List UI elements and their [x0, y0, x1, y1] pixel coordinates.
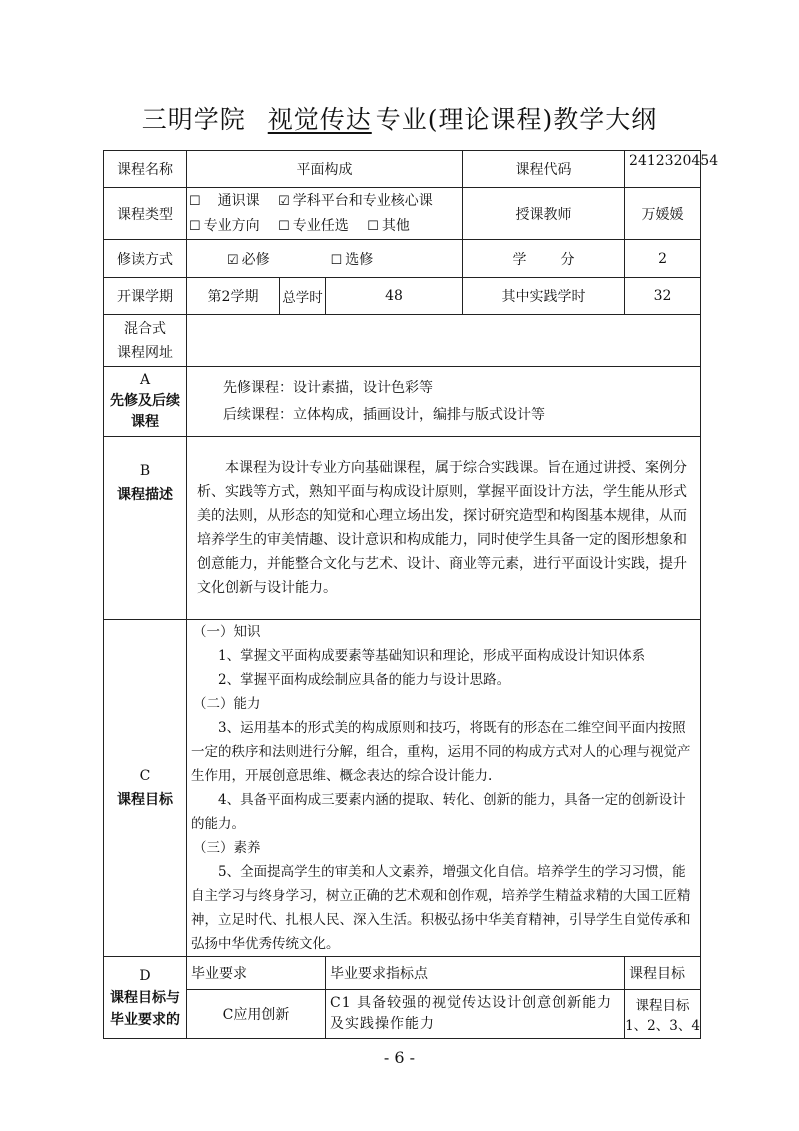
goal-heading-ability: （二）能力 [193, 696, 261, 712]
goal-heading-literacy: （三）素养 [193, 840, 261, 856]
title-suffix: 专业(理论课程)教学大纲 [375, 105, 658, 134]
col-course-goal: 课程目标 [625, 957, 701, 990]
course-name-value: 平面构成 [187, 151, 463, 188]
row-course-type [104, 188, 701, 240]
credit-label: 学 分 [463, 240, 625, 278]
section-a-heading: A 先修及后续 课程 [104, 367, 187, 437]
course-type-label: 课程类型 [104, 188, 187, 240]
hours-label: 总学时 [280, 278, 326, 315]
type-option-core: 学科平台和专业核心课 [292, 192, 433, 209]
col-graduation-requirement: 毕业要求 [187, 957, 326, 990]
semester-value: 第2学期 [187, 278, 280, 315]
row-semester [104, 278, 701, 315]
study-mode-label: 修读方式 [104, 240, 187, 278]
course-code-value: 2412320454 [625, 151, 701, 188]
section-b [104, 437, 701, 620]
requirement-indicator-value: C1 具备较强的视觉传达设计创意创新能力及实践操作能力 [326, 990, 625, 1039]
graduation-requirement-value: C应用创新 [187, 990, 326, 1039]
practice-hours-label: 其中实践学时 [463, 278, 625, 315]
checkbox-unchecked-icon[interactable]: ☐ [189, 218, 201, 234]
teacher-label: 授课教师 [463, 188, 625, 240]
section-b-content [187, 437, 701, 620]
checkbox-checked-icon[interactable]: ☑ [227, 252, 239, 268]
checkbox-checked-icon[interactable]: ☑ [278, 193, 290, 209]
page-number: - 6 - [383, 1048, 416, 1067]
mode-option-required: 必修 [241, 251, 270, 268]
goal-item-2: 2、掌握平面构成绘制应具备的能力与设计思路。 [218, 672, 511, 688]
section-b-heading: B 课程描述 [104, 437, 187, 620]
course-code-label: 课程代码 [463, 151, 625, 188]
section-d-heading: D 课程目标与 毕业要求的 [104, 957, 187, 1039]
course-url-value [187, 315, 701, 367]
prerequisite-courses: 先修课程：设计素描，设计色彩等 [223, 379, 433, 396]
row-course-url [104, 315, 701, 367]
goal-item-1: 1、掌握文平面构成要素等基础知识和理论，形成平面构成设计知识体系 [218, 648, 646, 664]
checkbox-unchecked-icon[interactable]: ☐ [278, 218, 290, 234]
checkbox-unchecked-icon[interactable]: ☐ [189, 193, 201, 209]
goal-item-4: 4、具备平面构成三要素内涵的提取、转化、创新的能力，具备一定的创新设计的能力。 [191, 792, 686, 832]
practice-hours-value: 32 [625, 278, 701, 315]
study-mode-options [187, 240, 463, 278]
course-name-label: 课程名称 [104, 151, 187, 188]
course-description: 本课程为设计专业方向基础课程，属于综合实践课。旨在通过讲授、案例分析、实践等方式，熟知平面与构成设计原则，掌握平面设计方法，学生能从形式美的法则，从形态的知觉和心理立场出发，探讨研究造型和构图基本规律，从而培养学生的审美情趣、设计意识和构成能力，同时使学生具备一定的图形想象和创意能力，并能整合文化与艺术、设计、商业等元素，进行平面设计实践，提升文化创新与设计能力。 [197, 460, 687, 596]
goal-item-5: 5、全面提高学生的审美和人文素养，增强文化自信。培养学生的学习习惯，能自主学习与终身学习，树立正确的艺术观和创作观，培养学生精益求精的大国工匠精神，立足时代、扎根人民、深入生活。积极弘扬中华美育精神，引导学生自觉传承和弘扬中华优秀传统文化。 [191, 864, 691, 952]
title-prefix: 三明学院 [141, 105, 246, 134]
course-type-options [187, 188, 463, 240]
credit-value: 2 [625, 240, 701, 278]
goal-item-3: 3、运用基本的形式美的构成原则和技巧，将既有的形态在二维空间平面内按照一定的秩序和法则进行分解，组合，重构，运用不同的构成方式对人的心理与视觉产生作用，开展创意思维、概念表达的综合设计能力. [191, 720, 691, 784]
follow-up-courses: 后续课程：立体构成，插画设计，编排与版式设计等 [223, 406, 545, 423]
hours-value: 48 [326, 278, 463, 315]
title-major: 视觉传达 [267, 105, 372, 134]
section-c [104, 620, 701, 957]
goal-heading-knowledge: （一）知识 [193, 624, 261, 640]
row-study-mode [104, 240, 701, 278]
teacher-value: 万媛媛 [625, 188, 701, 240]
type-option-direction: 专业方向 [203, 217, 260, 234]
course-url-label: 混合式 课程网址 [104, 315, 187, 367]
semester-label: 开课学期 [104, 278, 187, 315]
type-option-other: 其他 [381, 217, 410, 234]
checkbox-unchecked-icon[interactable]: ☐ [330, 252, 343, 268]
syllabus-table [103, 150, 719, 1039]
row-course-name [104, 151, 701, 188]
section-a [104, 367, 701, 437]
checkbox-unchecked-icon[interactable]: ☐ [367, 218, 379, 234]
page-title [0, 100, 799, 136]
mode-option-elective: 选修 [345, 251, 374, 268]
type-option-general: 通识课 [217, 192, 260, 209]
section-a-content [187, 367, 701, 437]
type-option-elective: 专业任选 [292, 217, 349, 234]
section-c-heading: C 课程目标 [104, 620, 187, 957]
course-goal-value: 课程目标1、2、3、4 [625, 990, 701, 1039]
section-c-content [187, 620, 701, 957]
section-d-data-row [104, 990, 701, 1039]
section-d-header-row [104, 957, 701, 990]
col-requirement-indicator: 毕业要求指标点 [326, 957, 625, 990]
